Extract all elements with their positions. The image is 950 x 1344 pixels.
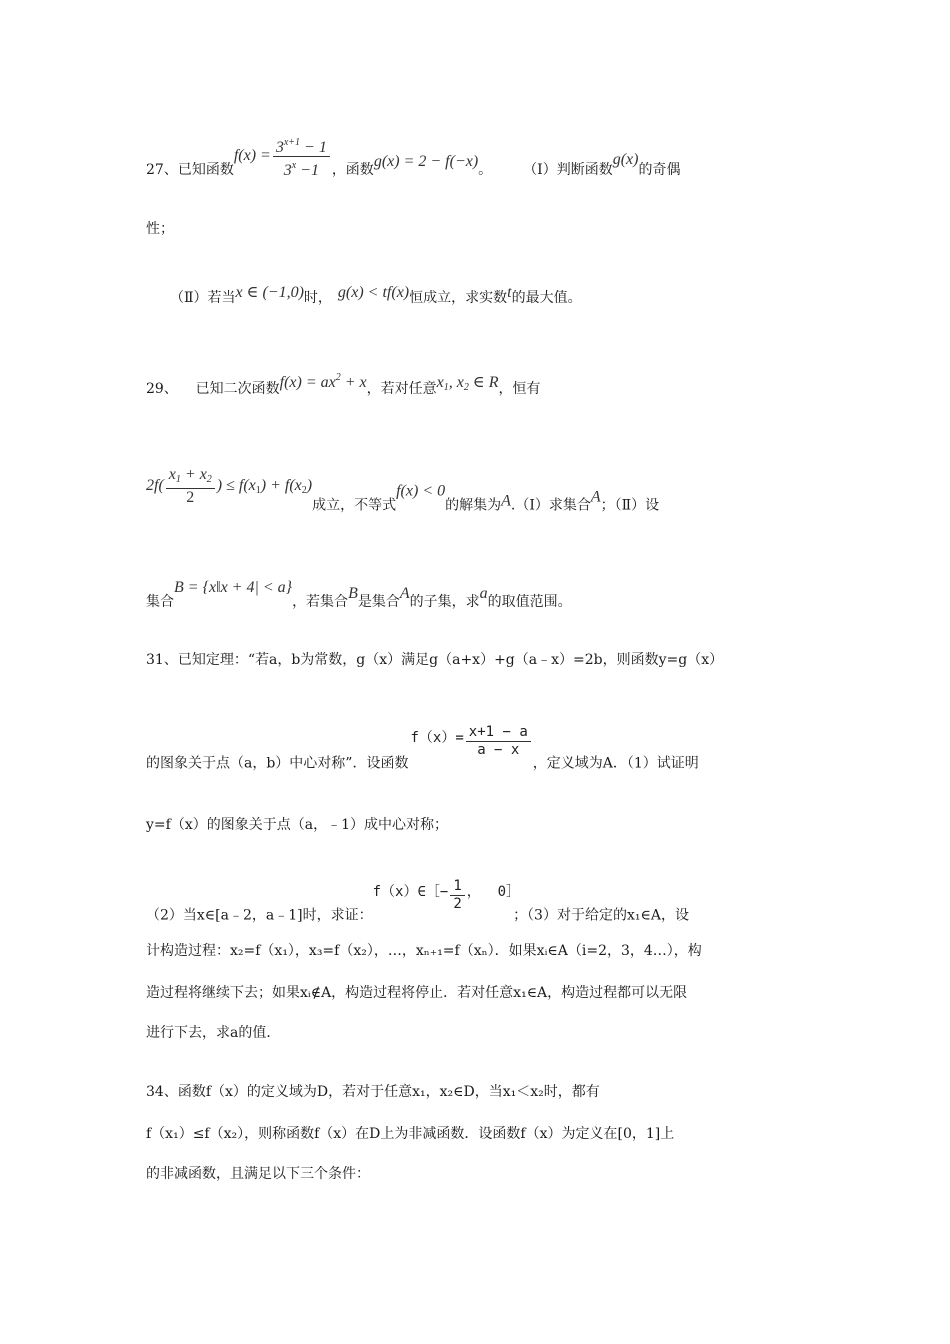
p31-line2-b: ，定义域为A．（1）试证明: [532, 755, 699, 772]
p29-frac-num-a: x: [168, 466, 176, 483]
p29-ineq-post3: ): [306, 476, 313, 494]
p31-f-lhs: f（x）=: [410, 729, 464, 746]
p31-f-num: x+1 − a: [466, 724, 531, 742]
p27-domain: x ∈ (−1,0): [235, 284, 304, 301]
p29-s8: 的子集，求: [409, 594, 480, 610]
p29-A2: A: [590, 488, 601, 506]
p27-g: g(x): [612, 151, 639, 169]
p29-frac: $\frac{x_1 + x_2}{2}$: [166, 466, 215, 506]
p31-range-num: 1: [450, 878, 464, 896]
p29-Bdef: B = {x‖x + 4| < a}: [174, 579, 293, 596]
p31-line2: [146, 724, 699, 774]
p29-s3: .（Ⅰ）求集合: [510, 497, 591, 514]
p27-ineq: g(x) < tf(x): [337, 284, 410, 301]
p27-part2-d: 的最大值。: [511, 290, 582, 306]
p27-part2-b: 时，: [303, 290, 332, 306]
p29-s4: ；（Ⅱ）设: [600, 497, 660, 514]
p29-fneg: f(x) < 0: [396, 482, 446, 500]
p29-B: B: [348, 585, 358, 602]
p27-f-formula: [233, 137, 332, 179]
p27-f-den-tail: −1: [296, 162, 319, 179]
p31-f-den: a − x: [477, 742, 520, 758]
p29-frac-num-b: + x: [180, 466, 207, 483]
p29-s6: ，若集合: [292, 594, 349, 610]
p31-range: [372, 878, 514, 912]
p31-line2-a: 的图象关于点（a，b）中心对称”．设函数: [146, 755, 409, 772]
p29-s5: 集合: [146, 594, 174, 610]
p29-mid: ，若对任意: [366, 381, 437, 397]
p27-mid: ，函数: [331, 162, 374, 179]
p29-s7: 是集合: [357, 594, 400, 610]
p29-ineq: 2f( $\frac{x_1 + x_2}{2}$ ) ≤ $f(x_1) + f(x_2)$: [146, 466, 313, 506]
p27-t: t: [507, 284, 512, 301]
p29-var2: , x: [448, 374, 464, 391]
p27-intro: 27、已知函数: [146, 162, 234, 179]
p31-line4: [146, 878, 689, 926]
p31-line5: 计构造过程：x₂=f（x₁），x₃=f（x₂），…，xₙ₊₁=f（xₙ）．如果xᵢ∈A（i=2，3，4…），构: [146, 943, 702, 959]
p29-s2: 的解集为: [445, 497, 502, 514]
p34-line3: 的非减函数，且满足以下三个条件：: [146, 1166, 370, 1182]
p29-a: a: [479, 585, 488, 602]
p29-line1: [146, 368, 540, 399]
p27-f-lhs: f(x) =: [233, 147, 271, 165]
p31-range-lhs: f（x）∈［−: [372, 883, 449, 900]
p29-A3: A: [399, 585, 410, 602]
p29-vars-tail: ∈ R: [468, 374, 499, 391]
p29-intro: 29、 已知二次函数: [146, 381, 280, 397]
p29-frac-den: 2: [186, 489, 195, 506]
p29-ineq-pre: 2f(: [146, 476, 164, 494]
p27-f-den: 3: [283, 162, 292, 179]
p27-line3: [170, 283, 582, 308]
p29-f-exp: 2: [335, 372, 341, 383]
p29-s9: 的取值范围。: [487, 594, 572, 610]
p29-line3: [146, 578, 572, 612]
p31-range-rhs: ， 0］: [466, 883, 514, 900]
p27-g-def: g(x) = 2 − f(−x): [373, 153, 479, 171]
p31-line4-a: （2）当x∈[a﹣2，a﹣1]时，求证：: [146, 907, 373, 924]
p27-line1: [146, 134, 680, 180]
p29-s1: 成立，不等式: [312, 497, 397, 514]
p27-part1: （Ⅰ）判断函数: [530, 162, 613, 179]
p27-f-num-tail: − 1: [300, 139, 327, 156]
p31-line7: 进行下去，求a的值．: [146, 1025, 281, 1041]
p27-part2-a: （Ⅱ）若当: [170, 290, 236, 306]
p27-part1-tail: 的奇偶: [638, 162, 681, 179]
p34-line2: f（x₁）≤f（x₂），则称函数f（x）在D上为非减函数．设函数f（x）为定义在[0，1]上: [146, 1126, 675, 1142]
p29-A: A: [501, 492, 511, 510]
p29-vars: $x_1$, $x_2$ ∈ R: [436, 374, 499, 393]
p31-line3: y=f（x）的图象关于点（a，﹣1）成中心对称；: [146, 817, 448, 833]
p27-f-num-exp: x+1: [283, 137, 301, 148]
p31-f-frac: [466, 724, 531, 759]
p34-line1: 34、函数f（x）的定义域为D，若对于任意x₁，x₂∈D，当x₁＜x₂时，都有: [146, 1084, 600, 1100]
p29-ineq-post: ) ≤ f(x: [216, 476, 256, 494]
p29-var1: x: [436, 374, 444, 391]
p27-f-fraction: [273, 134, 330, 179]
p27-f-num: 3: [275, 139, 284, 156]
p27-end: 。: [478, 162, 493, 179]
p29-f-def: [280, 374, 367, 391]
p27-part2-c: 恒成立，求实数: [409, 290, 508, 306]
p31-range-frac: [450, 878, 464, 913]
p29-ineq-post2: ) + f(x: [260, 476, 302, 494]
p31-line1: 31、已知定理：“若a，b为常数，g（x）满足g（a+x）+g（a﹣x）=2b，则函数y=g（x）: [146, 652, 724, 668]
p31-range-den: 2: [453, 896, 462, 912]
p29-line2: [146, 466, 659, 516]
p27-line2: 性；: [146, 221, 174, 237]
p31-line6: 造过程将继续下去；如果xᵢ∉A，构造过程将停止．若对任意x₁∈A，构造过程都可以无限: [146, 985, 688, 1001]
p31-line4-b: ；（3）对于给定的x₁∈A，设: [513, 907, 689, 924]
p29-f-tail: + x: [340, 374, 367, 391]
p31-f-formula: [410, 724, 532, 758]
p29-f-def-text: f(x) = ax: [279, 374, 336, 391]
p27-f-den-exp: x: [291, 160, 297, 171]
p29-end: ，恒有: [498, 381, 541, 397]
